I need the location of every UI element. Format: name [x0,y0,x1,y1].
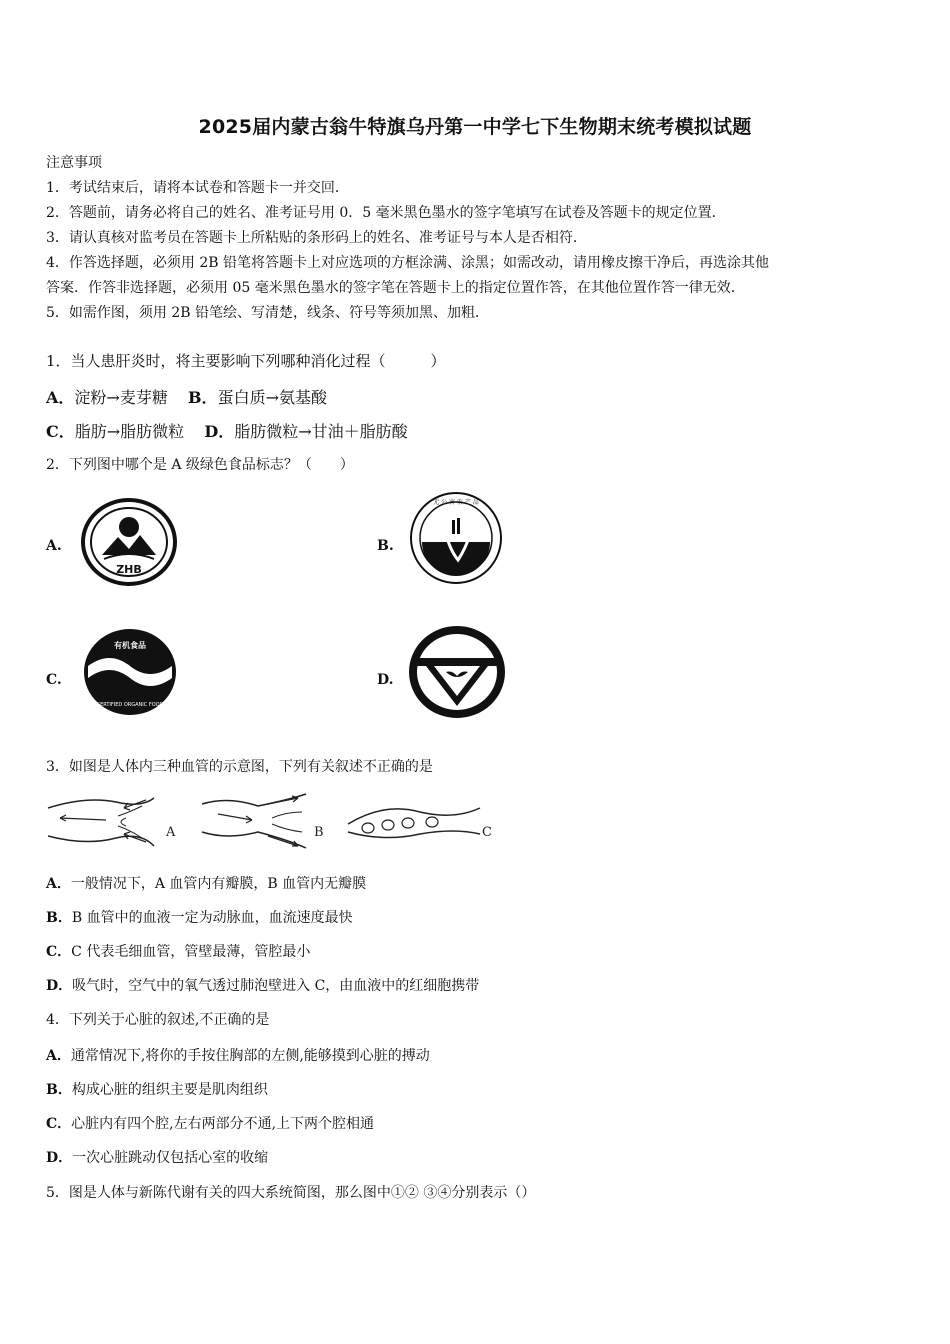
q1-option-c: 脂肪→脂肪微粒 [74,422,185,441]
notice-item: 1．考试结束后，请将本试卷和答题卡一并交回． [46,180,349,196]
option-key: B． [188,388,218,407]
notice-item: 2．答题前，请务必将自己的姓名、准考证号用 0．5 毫米黑色墨水的签字笔填写在试卷及答题卡的规定位置． [46,205,726,221]
option-key: A． [46,388,75,407]
option-text: 构成心脏的组织主要是肌肉组织 [71,1082,268,1098]
q4-stem: 4．下列关于心脏的叙述,不正确的是 [46,1012,270,1028]
option-key: C． [46,944,72,960]
vessel-label-c: C [482,825,492,840]
q3-option-d [46,975,479,995]
q1-option-b: 蛋白质→氨基酸 [217,388,327,407]
option-key: C． [46,422,75,441]
capillary-diagram-icon [344,790,494,852]
option-text: C 代表毛细血管，管壁最薄，管腔最小 [71,944,311,960]
q1-options-row1 [46,385,327,408]
q1-options-row2 [46,419,408,442]
q5-stem: 5．图是人体与新陈代谢有关的四大系统简图，那么图中①② ③④分别表示（） [46,1185,536,1201]
option-text: 通常情况下,将你的手按住胸部的左侧,能够摸到心脏的搏动 [70,1048,430,1064]
option-text: 吸气时，空气中的氧气透过肺泡壁进入 C，由血液中的红细胞携带 [72,978,480,994]
option-text: 心脏内有四个腔,左右两部分不通,上下两个腔相通 [71,1116,375,1132]
logo-c-top-text: 有机食品 [114,641,146,650]
option-key: A． [46,1048,71,1064]
vein-diagram-icon [46,790,186,852]
option-key: A． [46,876,71,892]
q2-label-d: D. [377,672,394,688]
q2-stem: 2．下列图中哪个是 A 级绿色食品标志？（ ） [46,457,354,473]
green-food-logo-icon [408,626,506,718]
option-text: B 血管中的血液一定为动脉血，血流速度最快 [71,910,353,926]
page-title: 2025届内蒙古翁牛特旗乌丹第一中学七下生物期末统考模拟试题 [198,116,752,138]
notice-heading: 注意事项 [46,155,102,171]
logo-a-text: ZHB [116,563,142,576]
q1-option-d: 脂肪微粒→甘油＋脂肪酸 [234,422,408,441]
notice-item: 答案．作答非选择题，必须用 05 毫米黑色墨水的签字笔在答题卡上的指定位置作答，在其他位置作答一律无效． [46,280,745,296]
option-key: D． [204,422,235,441]
option-text: 一次心脏跳动仅包括心室的收缩 [72,1150,269,1166]
q3-stem: 3．如图是人体内三种血管的示意图，下列有关叙述不正确的是 [46,759,433,775]
q2-label-b: B. [377,538,394,554]
organic-food-logo-icon [80,626,180,718]
q4-option-c [46,1113,374,1133]
q3-option-a [46,873,366,893]
artery-diagram-icon [198,790,328,852]
q4-option-b [46,1079,268,1099]
vessel-label-b: B [314,825,324,840]
option-key: B． [46,910,72,926]
option-key: D． [46,1150,73,1166]
vessel-label-a: A [166,825,176,840]
q2-label-a: A. [46,538,62,554]
option-text: 一般情况下，A 血管内有瓣膜，B 血管内无瓣膜 [70,876,367,892]
q4-option-a [46,1045,430,1065]
q1-stem: 1．当人患肝炎时，将主要影响下列哪种消化过程（ ） [46,352,446,370]
q4-option-d [46,1147,268,1167]
q2-label-c: C. [46,672,62,688]
notice-item: 4．作答选择题，必须用 2B 铅笔将答题卡上对应选项的方框涂满、涂黑；如需改动，请用橡皮擦干净后，再选涂其他 [46,255,769,271]
logo-c-bottom-text: CERTIFIED ORGANIC FOOD [96,702,164,708]
option-key: B． [46,1082,72,1098]
notice-item: 5．如需作图，须用 2B 铅笔绘、写清楚，线条、符号等须加黑、加粗． [46,305,490,321]
option-key: C． [46,1116,72,1132]
pollution-free-logo-icon [408,490,504,586]
q1-option-a: 淀粉→麦芽糖 [74,388,168,407]
option-key: D． [46,978,73,994]
notice-item: 3．请认真核对监考员在答题卡上所粘贴的条形码上的姓名、准考证号与本人是否相符． [46,230,587,246]
environmental-logo-icon [80,497,178,587]
logo-b-text: 无 公 害 农 产 品 [433,499,479,506]
q3-option-b [46,907,353,927]
q3-option-c [46,941,310,961]
